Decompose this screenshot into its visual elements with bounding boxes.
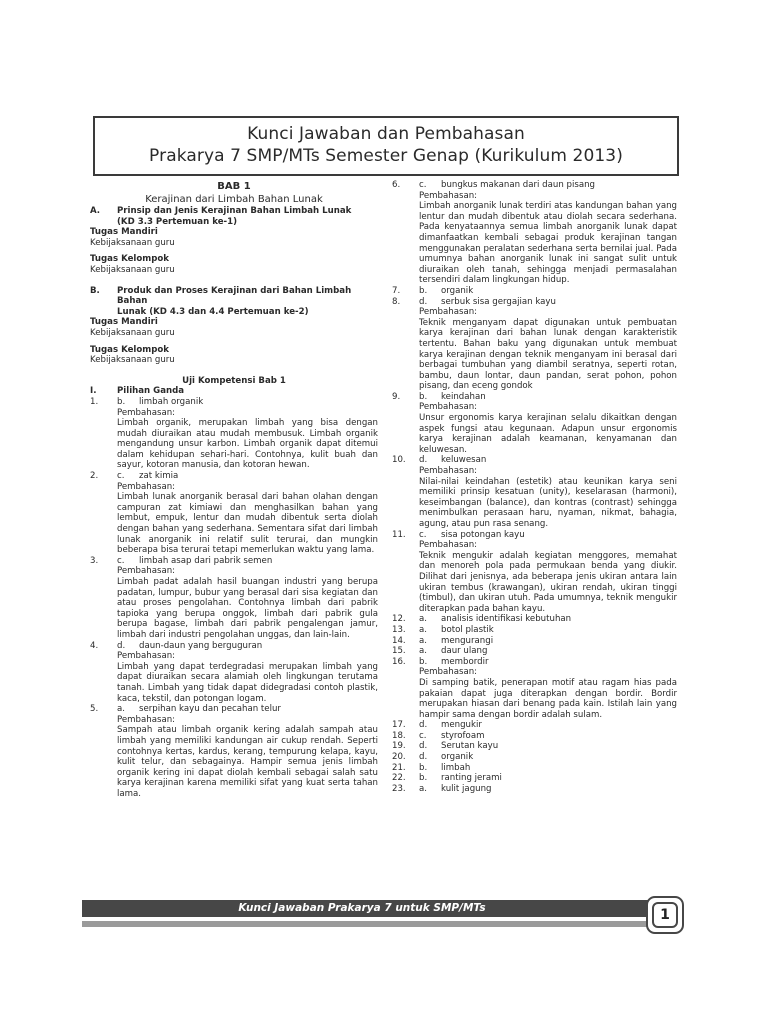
answer-letter: d. [419,741,428,752]
answer-text: keluwesan [441,455,487,466]
answer-text: limbah [441,762,471,773]
question-item [90,641,378,705]
question-item [90,471,378,556]
explanation-text: Nilai-nilai keindahan (estetik) atau keunikan karya seni memiliki prinsip kesatuan (unity), keselarasan (harmoni), keseimbangan (balance), dan kontras (contrast) sehingga menimbulkan perasaan haru, nyaman, nikmat, bahagia, agung, atau pun rasa senang. [419,476,677,529]
answer-text: membordir [441,656,489,667]
question-item [392,752,677,763]
answer-text: organik [441,752,474,763]
tugas-kelompok-label: Tugas Kelompok [90,344,170,355]
answer-text: serpihan kayu dan pecahan telur [139,704,281,715]
answer-text: mengurangi [441,635,494,646]
tugas-mandiri-label: Tugas Mandiri [90,227,158,238]
answer-letter: a. [419,624,427,635]
question-item [392,180,677,286]
answer-letter: b. [419,391,428,402]
question-number: 12. [392,614,406,625]
question-number: 4. [90,640,99,651]
pilihan-ganda-title: Pilihan Ganda [117,386,185,397]
question-number: 10. [392,455,406,466]
question-item [392,636,677,647]
answer-letter: a. [419,635,427,646]
answer-letter: a. [117,704,125,715]
explanation-text: Teknik menganyam dapat digunakan untuk pembuatan karya kerajinan dari bahan lunak dengan karakteristik tertentu. Bahan baku yang digunakan untuk membuat karya kerajinan dengan teknik menganyam ini berasal dari berbagai tumbuhan yang diambil seratnya, seperti rotan, bambu, daun lontar, daun pandan, serat pohon, pohon pisang, dan eceng gondok [419,317,677,392]
answer-letter: c. [419,529,427,540]
question-item [90,397,378,471]
question-number: 18. [392,730,406,741]
answer-letter: b. [419,762,428,773]
section-b-kd: Lunak (KD 4.3 dan 4.4 Pertemuan ke-2) [117,306,309,317]
answer-text: zat kimia [139,471,179,482]
page-number: 1 [652,902,678,928]
pilihan-ganda-number: I. [90,386,97,397]
explanation-text: Limbah organik, merupakan limbah yang bisa dengan mudah diuraikan atau mudah membusuk. Limbah organik mengandung unsur karbon. Limbah organik dapat ditemui dalam kehidupan sehari-hari. Contohnya, kulit buah dan sayur, kotoran manusia, dan kotoran hewan. [117,418,378,471]
answer-text: serbuk sisa gergajian kayu [441,296,556,307]
answer-text: daun-daun yang berguguran [139,640,263,651]
title-line-1: Kunci Jawaban dan Pembahasan [247,124,525,144]
footer-text: Kunci Jawaban Prakarya 7 untuk SMP/MTs [238,902,486,914]
explanation-text: Limbah lunak anorganik berasal dari bahan olahan dengan campuran zat kimiawi dan menghasilkan bahan yang lembut, empuk, lentur dan mudah dibentuk serta diolah dengan bahan yang sederhana. Sementara sifat dari limbah lunak anorganik ini relatif sulit terurai, dan mungkin beberapa bisa terurai tetapi memerlukan waktu yang lama. [117,492,378,556]
answer-letter: d. [117,640,126,651]
answer-letter: b. [419,656,428,667]
explanation-text: Teknik mengukir adalah kegiatan menggores, memahat dan menoreh pola pada permukaan benda yang diukir. Dilihat dari jenisnya, ada beberapa jenis ukiran antara lain ukiran tembus (krawangan), ukiran rendah, ukiran tinggi (timbul), dan ukiran utuh. Pada umumnya, teknik mengukir diterapkan pada bahan kayu. [419,550,677,614]
explanation-label: Pembahasan: [419,402,478,413]
answer-letter: a. [419,614,427,625]
explanation-text: Di samping batik, penerapan motif atau ragam hias pada pakaian dapat juga diterapkan dengan bordir. Bordir merupakan hiasan dari benang pada kain. Istilah lain yang hampir sama dengan bordir adalah sulam. [419,677,677,720]
section-b-title: Produk dan Proses Kerajinan dari Bahan Limbah Bahan [117,285,352,307]
answer-letter: b. [117,396,126,407]
question-number: 20. [392,752,406,763]
uji-kompetensi-title: Uji Kompetensi Bab 1 [182,375,286,386]
question-number: 21. [392,762,406,773]
answer-letter: c. [419,730,427,741]
answer-text: organik [441,285,474,296]
answer-letter: c. [117,555,125,566]
question-item [392,455,677,529]
question-number: 19. [392,741,406,752]
answer-text: keindahan [441,391,486,402]
question-number: 23. [392,783,406,794]
explanation-label: Pembahasan: [419,307,478,318]
explanation-label: Pembahasan: [419,190,478,201]
question-number: 3. [90,555,99,566]
answer-letter: d. [419,296,428,307]
title-box [93,116,679,176]
question-item [392,720,677,731]
answer-letter: a. [419,646,427,657]
question-number: 22. [392,773,406,784]
question-item [392,392,677,456]
tugas-kelompok-text: Kebijaksanaan guru [90,355,175,366]
title-line-2: Prakarya 7 SMP/MTs Semester Genap (Kurikulum 2013) [149,146,623,166]
answer-letter: c. [117,471,125,482]
left-column [90,180,378,799]
answer-text: ranting jerami [441,773,502,784]
tugas-mandiri-label: Tugas Mandiri [90,317,158,328]
question-item [392,773,677,784]
explanation-text: Limbah anorganik lunak terdiri atas kandungan bahan yang lentur dan mudah dibentuk atau diolah secara sederhana. Pada kenyataannya semua limbah anorganik lunak dapat dimanfaatkan kembali sebagai produk kerajinan tangan menggunakan peralatan sederhana serta bernilai jual. Pada umumnya bahan anorganik lunak ini sangat sulit untuk diuraikan oleh tanah, sehingga menjadi permasalahan tersendiri dalam lingkungan hidup. [419,201,677,286]
question-item [90,556,378,641]
answer-letter: d. [419,720,428,731]
answer-letter: d. [419,455,428,466]
question-number: 2. [90,471,99,482]
footer-divider [82,921,678,927]
question-item [392,763,677,774]
explanation-label: Pembahasan: [117,714,176,725]
explanation-text: Unsur ergonomis karya kerajinan selalu dikaitkan dengan aspek fungsi atau kegunaan. Adapun unsur ergonomis karya kerajinan adalah keamanan, kenyamanan dan keluwesan. [419,413,677,455]
question-number: 13. [392,624,406,635]
chapter-number: BAB 1 [217,181,251,192]
section-a-kd: (KD 3.3 Pertemuan ke-1) [117,216,237,227]
question-number: 14. [392,635,406,646]
explanation-text: Sampah atau limbah organik kering adalah sampah atau limbah yang memiliki kandungan air cukup rendah. Seperti contohnya kertas, kardus, kerang, tempurung kelapa, kayu, kulit telur, dan sebagainya. Hampir semua jenis limbah organik kering ini dapat diolah kembali sebagai salah satu karya kerajinan karena memiliki sifat yang kuat serta tahan lama. [117,725,378,799]
question-number: 17. [392,720,406,731]
question-item [392,657,677,721]
answer-text: Serutan kayu [441,741,499,752]
page-number-badge [646,896,684,934]
explanation-label: Pembahasan: [419,540,478,551]
question-number: 6. [392,180,401,190]
answer-text: botol plastik [441,624,494,635]
explanation-label: Pembahasan: [117,407,176,418]
question-item [392,646,677,657]
answer-text: daur ulang [441,646,488,657]
explanation-label: Pembahasan: [117,566,176,577]
explanation-label: Pembahasan: [419,667,478,678]
explanation-label: Pembahasan: [117,481,176,492]
explanation-label: Pembahasan: [419,466,478,477]
question-number: 9. [392,391,401,402]
question-item [90,704,378,799]
question-number: 1. [90,396,99,407]
explanation-label: Pembahasan: [117,651,176,662]
question-item [392,731,677,742]
question-item [392,297,677,392]
section-a-letter: A. [90,206,101,216]
right-column [392,180,677,794]
answer-text: mengukir [441,720,482,731]
question-number: 15. [392,646,406,657]
section-b-heading [90,286,378,307]
question-item [392,625,677,636]
section-b-letter: B. [90,285,100,296]
tugas-mandiri-text: Kebijaksanaan guru [90,237,175,248]
answer-text: analisis identifikasi kebutuhan [441,614,572,625]
question-number: 5. [90,704,99,715]
tugas-kelompok-label: Tugas Kelompok [90,254,170,265]
question-number: 7. [392,285,401,296]
explanation-text: Limbah padat adalah hasil buangan industri yang berupa padatan, lumpur, bubur yang berasal dari sisa kegiatan dan atau proses pengolahan. Contohnya limbah dari pabrik tapioka yang berupa onggok, limbah dari pabrik gula berupa bagase, limbah dari pabrik pengalengan jamur, limbah dari industri pengolahan unggas, dan lain-lain. [117,577,378,640]
answer-text: limbah asap dari pabrik semen [139,555,273,566]
answer-letter: d. [419,752,428,763]
chapter-title: Kerajinan dari Limbah Bahan Lunak [145,194,323,205]
tugas-kelompok-text: Kebijaksanaan guru [90,264,175,275]
question-number: 11. [392,529,406,540]
section-a-title: Prinsip dan Jenis Kerajinan Bahan Limbah Lunak [117,206,352,216]
answer-text: styrofoam [441,730,485,741]
question-item [392,530,677,615]
answer-text: sisa potongan kayu [441,529,525,540]
answer-text: limbah organik [139,396,204,407]
question-item [392,286,677,297]
question-item [392,614,677,625]
pilihan-ganda-heading [90,386,378,397]
question-number: 8. [392,296,401,307]
answer-text: kulit jagung [441,783,492,794]
answer-letter: b. [419,285,428,296]
tugas-mandiri-text: Kebijaksanaan guru [90,327,175,338]
answer-text: bungkus makanan dari daun pisang [441,180,595,190]
section-a-heading [90,206,378,217]
question-number: 16. [392,656,406,667]
explanation-text: Limbah yang dapat terdegradasi merupakan limbah yang dapat diuraikan secara alamiah oleh lingkungan terutama tanah. Limbah yang tidak dapat didegradasi contoh plastik, kaca, tekstil, dan potongan logam. [117,661,378,704]
question-item [392,784,677,795]
answer-letter: b. [419,773,428,784]
answer-letter: a. [419,783,427,794]
question-item [392,741,677,752]
answer-letter: c. [419,180,427,190]
